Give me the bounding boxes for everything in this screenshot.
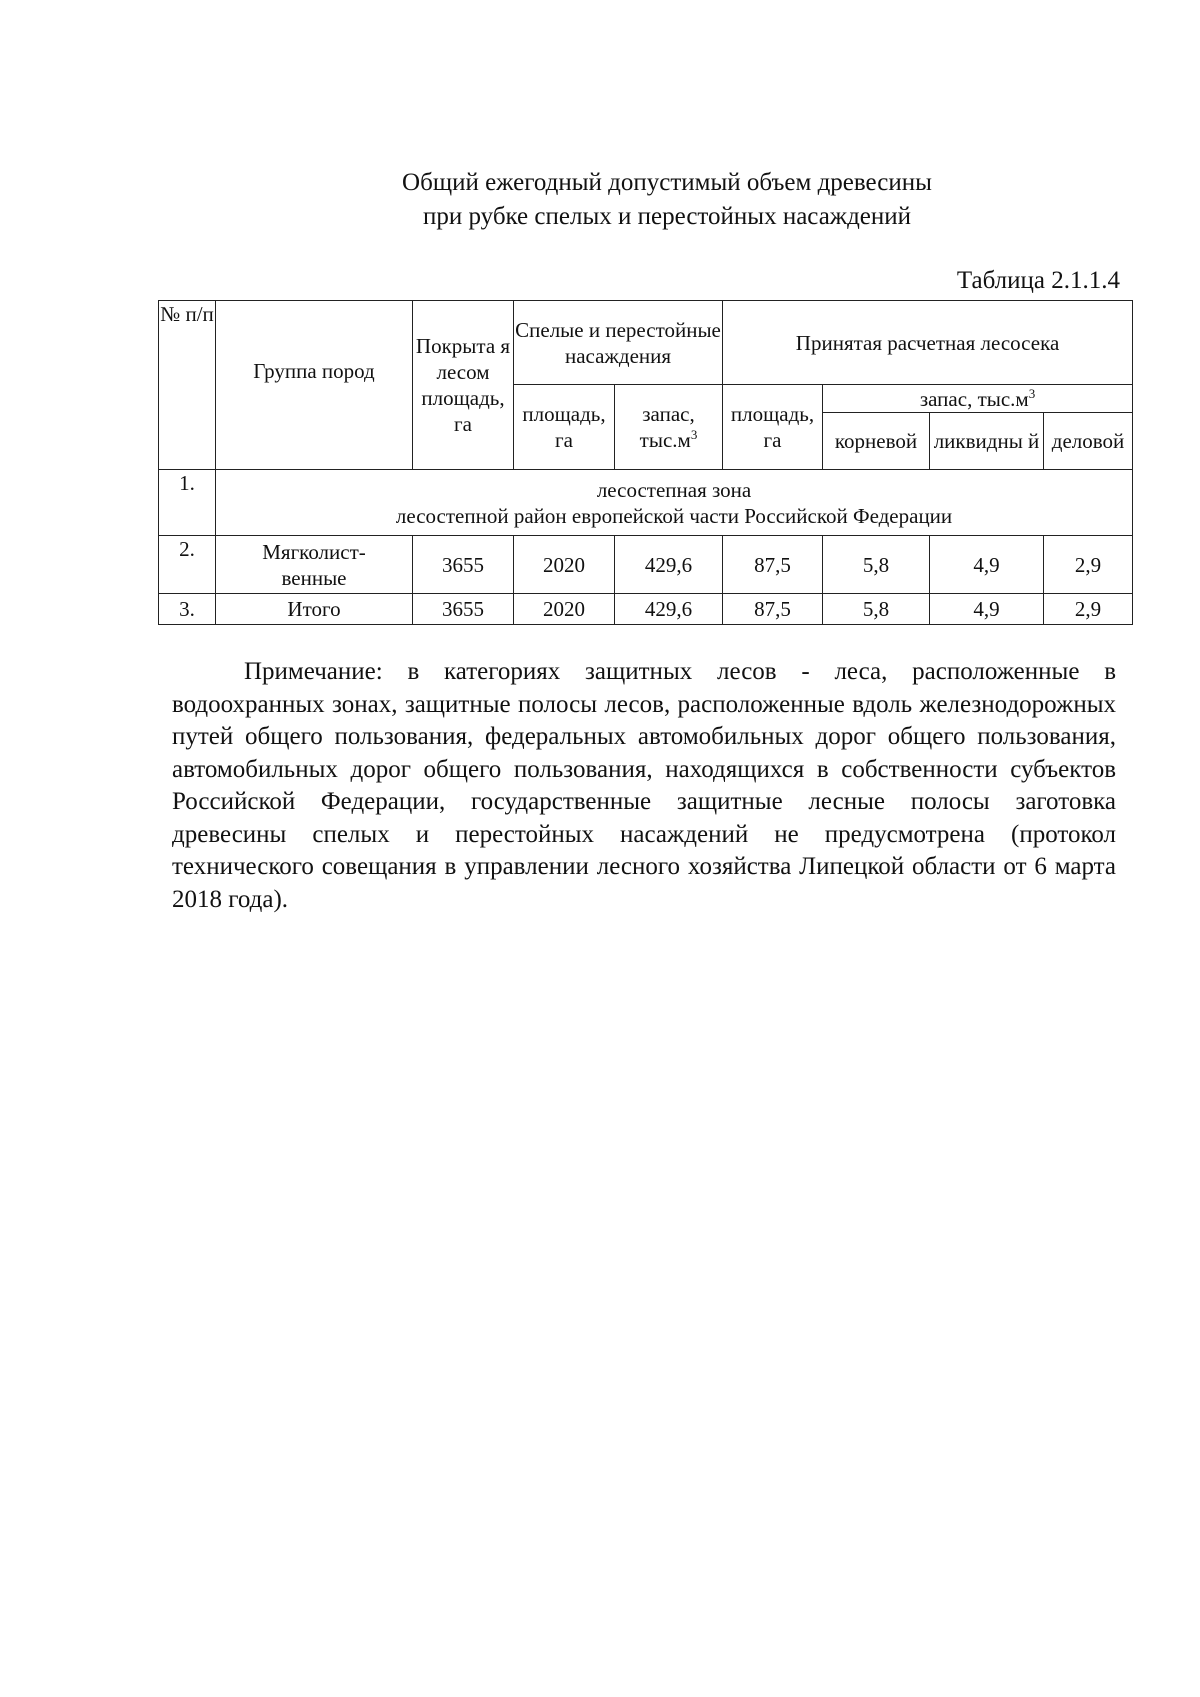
header-cut: Принятая расчетная лесосека [723, 301, 1133, 385]
header-cut-stock: запас, $тыс.м^3$ [823, 385, 1133, 413]
cell-cut-liquid: 4,9 [930, 594, 1044, 625]
header-group: Группа пород [216, 301, 413, 470]
cell-cut-liquid: 4,9 [930, 536, 1044, 594]
cell-cut-root: 5,8 [823, 536, 930, 594]
cell-cut-business: 2,9 [1044, 594, 1133, 625]
cell-cut-area: 87,5 [723, 594, 823, 625]
timber-volume-table [158, 300, 1133, 625]
header-cut-business: деловой [1044, 413, 1133, 470]
table-container [158, 300, 1132, 625]
header-num: № п/п [159, 301, 216, 470]
header-cut-area: площадь, га [723, 385, 823, 470]
superscript-three: 3 [690, 427, 698, 442]
header-cut-liquid: ликвидны й [930, 413, 1044, 470]
cell-mature-area: 2020 [514, 594, 615, 625]
zone-line-1: лесостепная зона [596, 477, 752, 502]
cell-forest-area: 3655 [413, 536, 514, 594]
cell-mature-stock: 429,6 [615, 594, 723, 625]
table-row [159, 536, 1133, 594]
cell-group: Итого [216, 594, 413, 625]
superscript-three: 3 [1028, 385, 1036, 401]
cell-forest-area: 3655 [413, 594, 514, 625]
page-title [0, 166, 1200, 234]
cell-num: 3. [159, 594, 216, 625]
table-caption: Таблица 2.1.1.4 [956, 267, 1120, 294]
cell-group: Мягколист-венные [216, 536, 413, 594]
zone-cell [216, 470, 1133, 536]
cell-mature-area: 2020 [514, 536, 615, 594]
title-line-2: при рубке спелых и перестойных насаждений [422, 203, 912, 230]
cell-cut-area: 87,5 [723, 536, 823, 594]
cell-cut-root: 5,8 [823, 594, 930, 625]
header-forest-area: Покрыта я лесом площадь, га [413, 301, 514, 470]
header-mature: Спелые и перестойные насаждения [514, 301, 723, 385]
header-cut-root: корневой [823, 413, 930, 470]
cell-cut-business: 2,9 [1044, 536, 1133, 594]
cell-mature-stock: 429,6 [615, 536, 723, 594]
header-mature-stock: запас, $тыс.м^3$ [615, 385, 723, 470]
zone-line-2: лесостепной район европейской части Российской Федерации [395, 503, 953, 528]
note-paragraph: Примечание: в категориях защитных лесов - леса, расположенные в водоохранных зонах, защитные полосы лесов, расположенные вдоль железнодорожных путей общего пользования, федеральных автомобильных дорог общего пользования, автомобильных дорог общего пользования, находящихся в собственности субъектов Российской Федерации, государственные защитные лесные полосы заготовка древесины спелых и перестойных насаждений не предусмотрена (протокол технического совещания в управлении лесного хозяйства Липецкой области от 6 марта 2018 года). [172, 658, 1116, 913]
cell-num: 1. [159, 470, 216, 536]
table-row [159, 594, 1133, 625]
header-mature-area: площадь, га [514, 385, 615, 470]
table-row-zone [159, 470, 1133, 536]
cell-num: 2. [159, 536, 216, 594]
title-line-1: Общий ежегодный допустимый объем древесины [402, 169, 932, 196]
